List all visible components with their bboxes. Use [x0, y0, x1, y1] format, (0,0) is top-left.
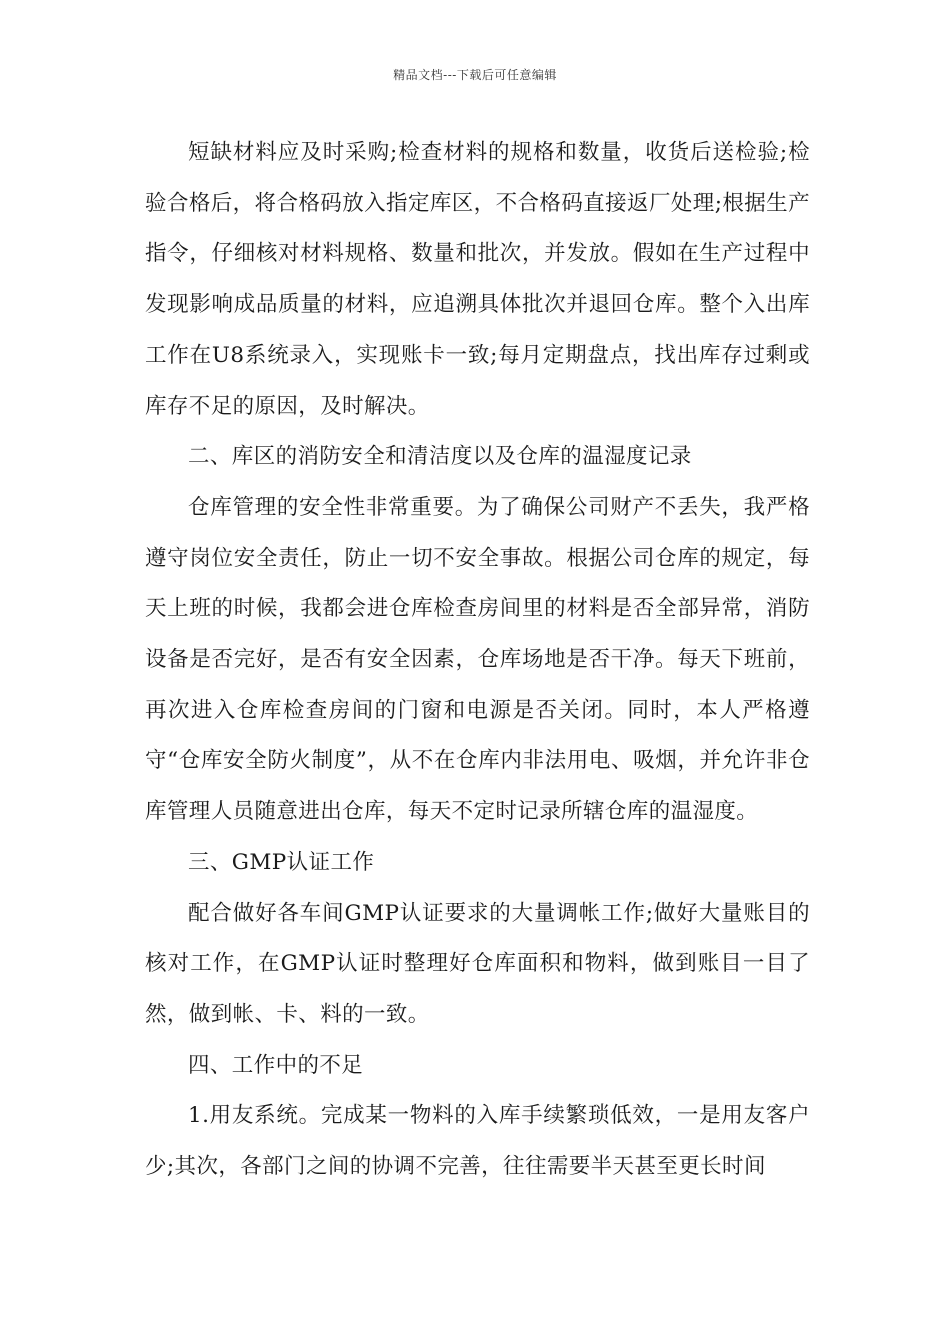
paragraph-yonyou-system: 1.用友系统。完成某一物料的入库手续繁琐低效，一是用友客户少;其次，各部门之间的协调不完善，往往需要半天甚至更长时间	[145, 1103, 810, 1180]
section-heading-shortcomings: 四、工作中的不足	[188, 1052, 364, 1078]
section-heading-gmp: 三、GMP认证工作	[188, 849, 375, 875]
section-heading-fire-safety: 二、库区的消防安全和清洁度以及仓库的温湿度记录	[188, 444, 692, 470]
document-body	[145, 128, 810, 1193]
paragraph-warehouse-safety: 仓库管理的安全性非常重要。为了确保公司财产不丢失，我严格遵守岗位安全责任，防止一切不安全事故。根据公司仓库的规定，每天上班的时候，我都会进仓库检查房间里的材料是否全部异常，消防设备是否完好，是否有安全因素，仓库场地是否干净。每天下班前，再次进入仓库检查房间的门窗和电源是否关闭。同时，本人严格遵守“仓库安全防火制度”，从不在仓库内非法用电、吸烟，并允许非仓库管理人员随意进出仓库，每天不定时记录所辖仓库的温湿度。	[145, 494, 810, 825]
page-header: 精品文档---下载后可任意编辑	[393, 68, 557, 82]
paragraph-gmp-work: 配合做好各车间GMP认证要求的大量调帐工作;做好大量账目的核对工作，在GMP认证时整理好仓库面积和物料，做到账目一目了然，做到帐、卡、料的一致。	[145, 900, 810, 1027]
paragraph-material-handling: 短缺材料应及时采购;检查材料的规格和数量，收货后送检验;检验合格后，将合格码放入指定库区，不合格码直接返厂处理;根据生产指令，仔细核对材料规格、数量和批次，并发放。假如在生产过程中发现影响成品质量的材料，应追溯具体批次并退回仓库。整个入出库工作在U8系统录入，实现账卡一致;每月定期盘点，找出库存过剩或库存不足的原因，及时解决。	[145, 140, 810, 419]
